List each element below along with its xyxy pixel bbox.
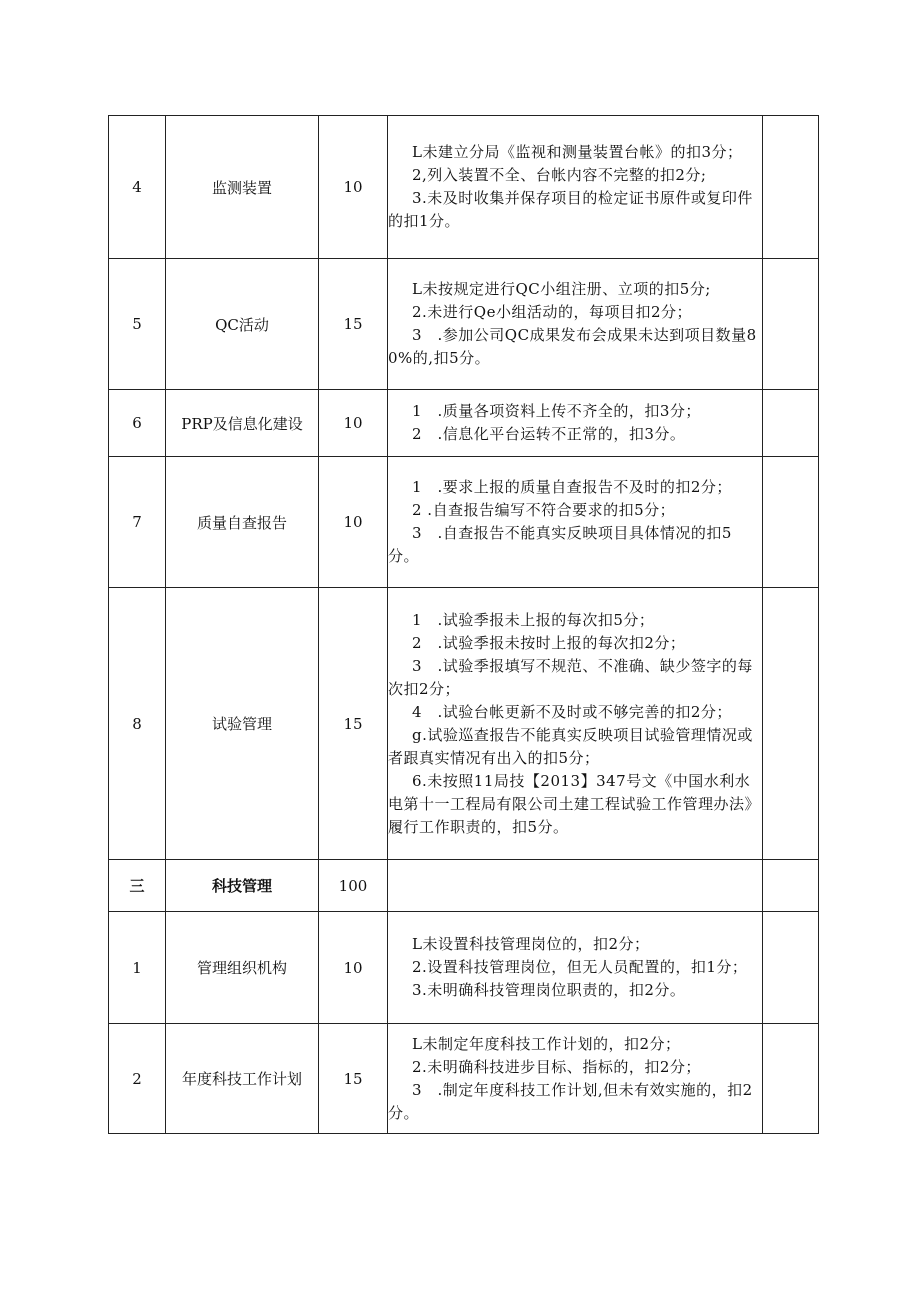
criteria-line: 1 .质量各项资料上传不齐全的，扣3分； — [412, 402, 701, 420]
row-extra-cell — [763, 259, 819, 390]
row-criteria — [388, 390, 763, 457]
criteria-line: 2 .试验季报未按时上报的每次扣2分； — [412, 633, 686, 652]
criteria-line: 4 .试验台帐更新不及时或不够完善的扣2分； — [412, 702, 732, 721]
row-item: 质量自查报告 — [166, 457, 319, 588]
row-item: 监测装置 — [166, 116, 319, 259]
section-number: 三 — [109, 860, 166, 912]
row-criteria — [388, 1024, 763, 1134]
row-extra-cell — [763, 116, 819, 259]
criteria-line: 1 .试验季报未上报的每次扣5分； — [412, 610, 655, 629]
table-row — [109, 588, 819, 860]
criteria-line: 2,列入装置不全、台帐内容不完整的扣2分; — [412, 166, 707, 184]
table-row — [109, 116, 819, 259]
table-row — [109, 259, 819, 390]
section-score: 100 — [319, 860, 388, 912]
scoring-table — [108, 115, 819, 1134]
row-criteria — [388, 457, 763, 588]
row-extra-cell — [763, 457, 819, 588]
criteria-line: 3 .试验季报填写不规范、不准确、缺少签字的每次扣2分； — [388, 656, 753, 698]
section-header-row — [109, 860, 819, 912]
row-item: 管理组织机构 — [166, 912, 319, 1024]
criteria-line: 3 .参加公司QC成果发布会成果未达到项目数量80%的,扣5分。 — [388, 326, 757, 367]
criteria-line: 3 .制定年度科技工作计划,但未有效实施的，扣2分。 — [388, 1080, 753, 1122]
row-number: 5 — [109, 259, 166, 390]
row-score: 10 — [319, 912, 388, 1024]
criteria-line: 2 .自查报告编写不符合要求的扣5分； — [412, 501, 676, 519]
row-criteria — [388, 860, 763, 912]
row-item: 年度科技工作计划 — [166, 1024, 319, 1134]
row-item: PRP及信息化建设 — [166, 390, 319, 457]
row-score: 10 — [319, 390, 388, 457]
criteria-line: g.试验巡查报告不能真实反映项目试验管理情况或者跟真实情况有出入的扣5分； — [388, 725, 753, 767]
row-score: 10 — [319, 116, 388, 259]
criteria-line: 3.未及时收集并保存项目的检定证书原件或复印件的扣1分。 — [388, 189, 753, 230]
criteria-line: 2.设置科技管理岗位，但无人员配置的，扣1分； — [412, 958, 748, 976]
table-row — [109, 1024, 819, 1134]
row-extra-cell — [763, 860, 819, 912]
row-extra-cell — [763, 1024, 819, 1134]
row-number: 2 — [109, 1024, 166, 1134]
criteria-line: L未制定年度科技工作计划的，扣2分； — [412, 1034, 681, 1053]
row-number: 4 — [109, 116, 166, 259]
row-item: QC活动 — [166, 259, 319, 390]
row-extra-cell — [763, 588, 819, 860]
row-criteria — [388, 259, 763, 390]
criteria-line: 1 .要求上报的质量自查报告不及时的扣2分； — [412, 478, 732, 496]
criteria-line: 6.未按照11局技【2013】347号文《中国水利水电第十一工程局有限公司土建工程试验工作管理办法》履行工作职责的，扣5分。 — [388, 771, 761, 836]
criteria-line: 2.未进行Qe小组活动的，每项目扣2分； — [412, 303, 693, 321]
row-number: 1 — [109, 912, 166, 1024]
row-score: 15 — [319, 259, 388, 390]
row-criteria — [388, 588, 763, 860]
row-extra-cell — [763, 912, 819, 1024]
row-item: 试验管理 — [166, 588, 319, 860]
criteria-line: L未按规定进行QC小组注册、立项的扣5分; — [412, 280, 711, 298]
criteria-line: 2 .信息化平台运转不正常的，扣3分。 — [412, 425, 686, 443]
criteria-line: L未设置科技管理岗位的，扣2分； — [412, 935, 650, 953]
criteria-line: L未建立分局《监视和测量装置台帐》的扣3分； — [412, 143, 743, 161]
row-number: 7 — [109, 457, 166, 588]
criteria-line: 3.未明确科技管理岗位职责的，扣2分。 — [412, 981, 686, 999]
row-score: 15 — [319, 588, 388, 860]
table-row — [109, 390, 819, 457]
table-row — [109, 912, 819, 1024]
criteria-line: 3 .自查报告不能真实反映项目具体情况的扣5分。 — [388, 524, 732, 565]
criteria-line: 2.未明确科技进步目标、指标的，扣2分； — [412, 1057, 701, 1076]
table-row — [109, 457, 819, 588]
row-score: 15 — [319, 1024, 388, 1134]
row-number: 6 — [109, 390, 166, 457]
row-extra-cell — [763, 390, 819, 457]
row-criteria — [388, 912, 763, 1024]
row-score: 10 — [319, 457, 388, 588]
row-criteria — [388, 116, 763, 259]
section-title: 科技管理 — [166, 860, 319, 912]
row-number: 8 — [109, 588, 166, 860]
